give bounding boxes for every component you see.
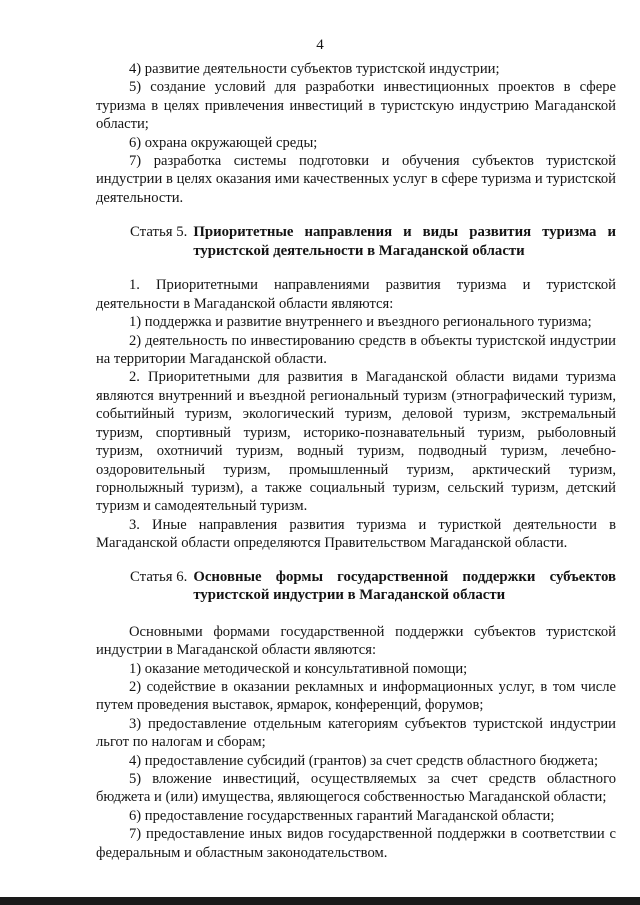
article-6-item-7: 7) предоставление иных видов государственной поддержки в соответствии с федеральным и областным законодательством. (96, 826, 616, 861)
intro-item-6: 6) охрана окружающей среды; (129, 134, 318, 151)
article-5-paragraph-1: 1. Приоритетными направлениями развития туризма и туристской деятельности в Магаданской области являются: (96, 277, 616, 312)
intro-item-7: 7) разработка системы подготовки и обучения субъектов туристской индустрии в целях оказания ими качественных услуг в сфере туризма и туристской деятельности. (96, 153, 616, 206)
article-6-item-6: 6) предоставление государственных гарантий Магаданской области; (129, 807, 555, 824)
document-body (96, 60, 616, 862)
article-6-item-1: 1) оказание методической и консультативной помощи; (129, 660, 468, 677)
article-6-intro: Основными формами государственной поддержки субъектов туристской индустрии в Магаданской области являются: (96, 623, 616, 659)
article-6-number: Статья 6. (130, 568, 188, 585)
article-6-item-5: 5) вложение инвестиций, осуществляемых за счет средств областного бюджета и (или) имущества, являющегося собственностью Магаданской области; (96, 770, 616, 806)
article-6-title: Основные формы государственной поддержки субъектов туристской индустрии в Магаданской области (193, 568, 616, 604)
article-6-item-3: 3) предоставление отдельным категориям субъектов туристской индустрии льгот по налогам и сборам; (96, 715, 616, 751)
intro-item-5: 5) создание условий для разработки инвестиционных проектов в сфере туризма в целях привлечения инвестиций в туристскую индустрию Магаданской области; (96, 79, 616, 133)
article-5-number: Статья 5. (130, 224, 188, 241)
article-5-paragraph-3: 3. Иные направления развития туризма и туристкой деятельности в Магаданской области определяются Правительством Магаданской области. (96, 516, 616, 552)
article-5-heading (96, 223, 616, 260)
article-6-item-4: 4) предоставление субсидий (грантов) за счет средств областного бюджета; (129, 752, 599, 769)
article-6-heading (96, 568, 616, 605)
article-6-item-2: 2) содействие в оказании рекламных и информационных услуг, в том числе путем проведения выставок, ярмарок, конференций, форумов; (96, 678, 616, 714)
article-5-title: Приоритетные направления и виды развития туризма и туристской деятельности в Магаданской области (193, 224, 616, 259)
page-number: 4 (316, 37, 324, 53)
article-5-item-1: 1) поддержка и развитие внутреннего и въездного регионального туризма; (129, 314, 592, 331)
scan-bottom-edge (0, 897, 640, 905)
article-5-paragraph-2: 2. Приоритетными для развития в Магаданской области видами туризма являются внутренний и въездной региональный туризм (этнографический туризм, событийный туризм, экологический туризм, деловой туризм, экстремальный туризм, спортивный туризм, историко-познавательный туризм, рыболовный туризм, охотничий туризм, водный туризм, подводный туризм, лечебно-оздоровительный туризм, промышленный туризм, арктический туризм, горнолыжный туризм), а также социальный туризм, сельский туризм, детский туризм и самодеятельный туризм. (96, 369, 616, 515)
article-5-item-2: 2) деятельность по инвестированию средств в объекты туристской индустрии на территории Магаданской области. (96, 332, 616, 368)
intro-item-4: 4) развитие деятельности субъектов туристской индустрии; (129, 61, 500, 77)
